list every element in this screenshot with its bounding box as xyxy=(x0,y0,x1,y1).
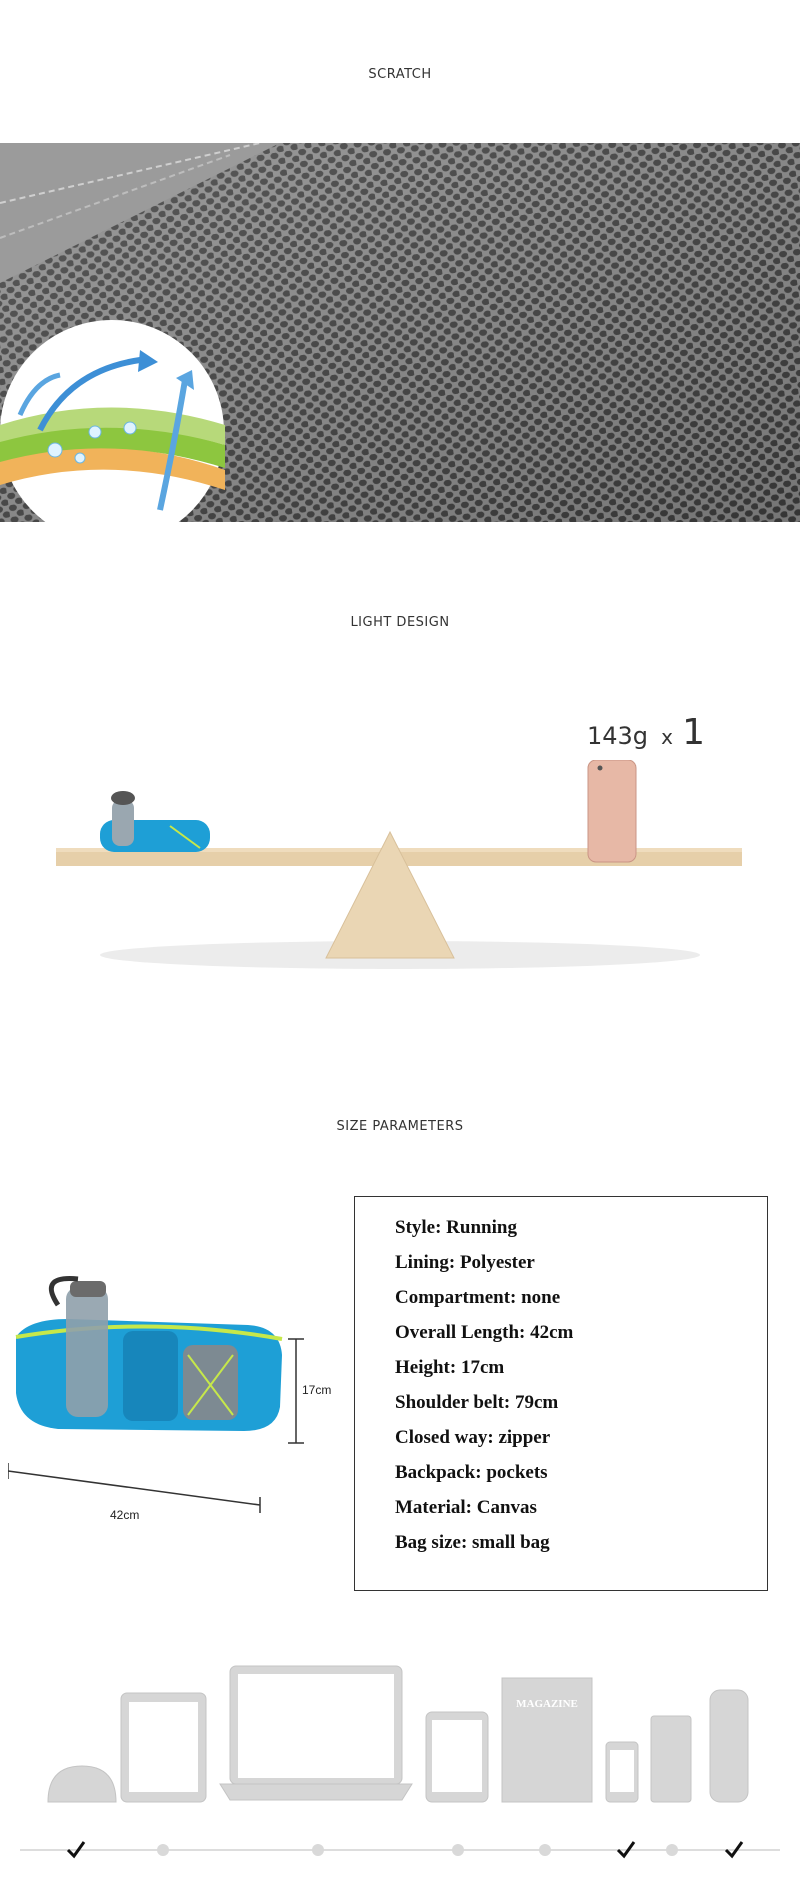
compatibility-illustration xyxy=(0,1650,800,1884)
height-dimension-label: 17cm xyxy=(302,1383,332,1397)
section-title-light-design: LIGHT DESIGN xyxy=(350,615,450,630)
spec-lining: Lining: Polyester xyxy=(395,1252,535,1273)
spec-style: Style: Running xyxy=(395,1217,517,1238)
spec-material: Material: Canvas xyxy=(395,1497,537,1518)
spec-compartment: Compartment: none xyxy=(395,1287,561,1308)
weight-grams: 143g xyxy=(587,722,649,750)
spec-backpack: Backpack: pockets xyxy=(395,1462,548,1483)
seesaw-illustration xyxy=(50,760,750,980)
breathable-layers-icon xyxy=(0,320,225,522)
spec-bag-size: Bag size: small bag xyxy=(395,1532,550,1553)
spec-closed-way: Closed way: zipper xyxy=(395,1427,551,1448)
bag-dimensions-figure xyxy=(8,1275,338,1535)
power-bank-icon xyxy=(651,1716,691,1802)
spec-shoulder-belt: Shoulder belt: 79cm xyxy=(395,1392,559,1413)
earphone-case-icon xyxy=(48,1766,116,1802)
spec-overall-length: Overall Length: 42cm xyxy=(395,1322,574,1343)
magazine-icon xyxy=(502,1678,592,1802)
bottle-icon xyxy=(710,1690,748,1802)
length-dimension-label: 42cm xyxy=(110,1508,140,1522)
phone-on-seesaw xyxy=(588,760,636,862)
spec-box xyxy=(354,1196,768,1591)
section-title-size-parameters: SIZE PARAMETERS xyxy=(336,1119,464,1134)
weight-label xyxy=(587,712,705,753)
spec-height: Height: 17cm xyxy=(395,1357,505,1378)
weight-times: x xyxy=(661,725,673,749)
magazine-label: MAGAZINE xyxy=(516,1698,578,1710)
weight-count: 1 xyxy=(682,712,705,753)
section-title-scratch: SCRATCH xyxy=(368,67,432,82)
